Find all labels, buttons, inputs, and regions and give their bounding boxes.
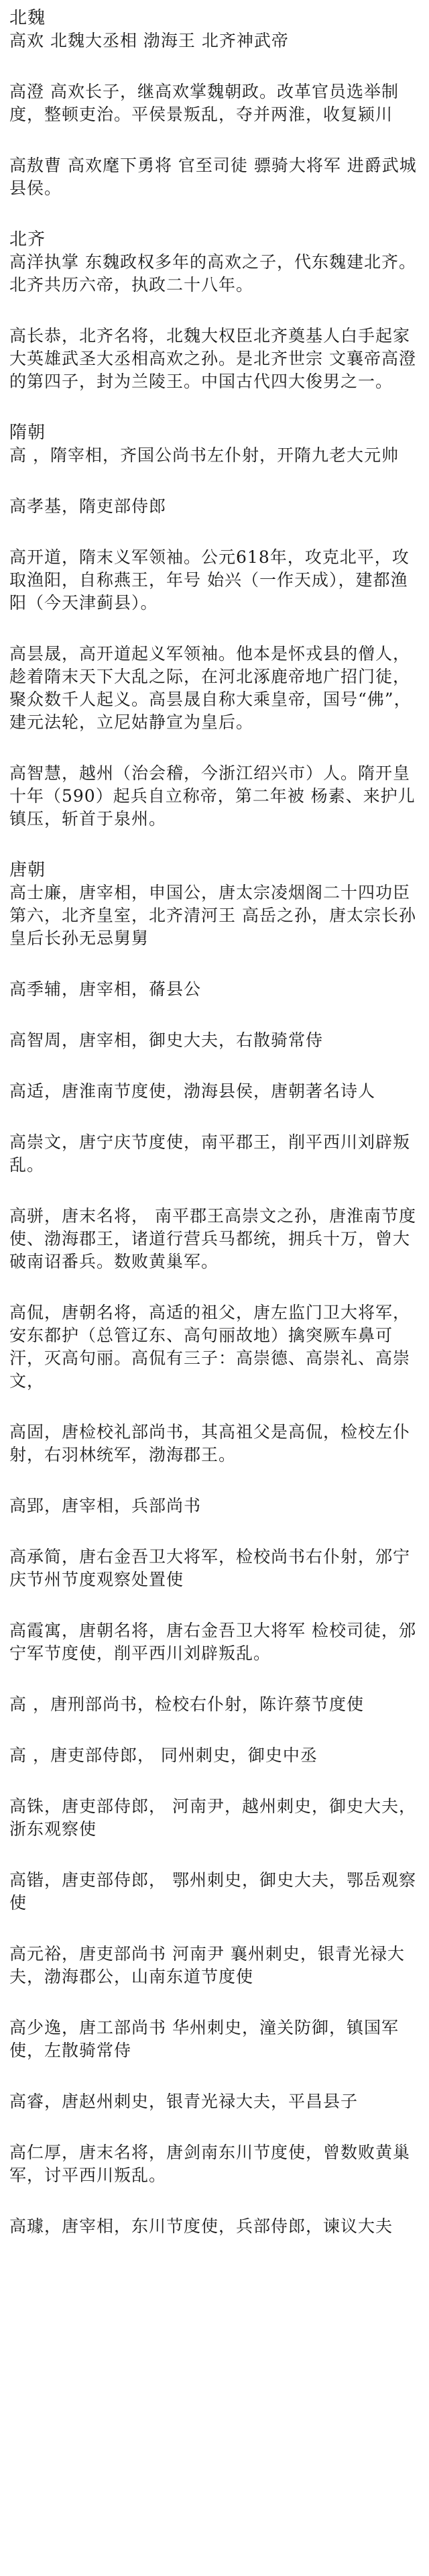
entry-gao-yuanyu: 高元裕，唐吏部尚书 河南尹 襄州刺史，银青光禄大夫，渤海郡公，山南东道节度使 (9, 1944, 405, 1986)
entry-gao-renhou: 高仁厚，唐末名将，唐剑南东川节度使，曾数败黄巢军，讨平西川叛乱。 (9, 2143, 411, 2185)
entry-gao-qu: 高璩，唐宰相，东川节度使，兵部侍郎，谏议大夫 (9, 2216, 393, 2236)
section-heading-tang: 唐朝 (9, 860, 46, 880)
entry-gao-changgong: 高长恭，北齐名将，北魏大权臣北齐奠基人白手起家大英雄武圣大丞相高欢之孙。是北齐世宗 文襄帝高澄的第四子，封为兰陵王。中国古代四大俊男之一。 (9, 326, 416, 391)
entry-gao-zhizhou: 高智周，唐宰相，御史大夫，右散骑常侍 (9, 1030, 324, 1050)
entry-gao-xingbu: 高 ，唐刑部尚书，检校右仆射，陈许蔡节度使 (9, 1695, 364, 1714)
entry-gao-yang: 高洋执掌 东魏政权多年的高欢之子，代东魏建北齐。北齐共历六帝，执政二十八年。 (9, 252, 416, 294)
section-summary-beiwei: 高欢 北魏大丞相 渤海王 北齐神武帝 (9, 31, 289, 50)
section-heading-beiwei: 北魏 (9, 8, 46, 28)
entry-gao-pian: 高骈，唐末名将， 南平郡王高崇文之孙，唐淮南节度使、渤海郡王，诸道行营兵马都统，拥兵十万，曾大破南诏番兵。数败黄巢军。 (9, 1206, 416, 1271)
entry-gao-kai: 高锴，唐吏部侍郎， 鄂州刺史，御史大夫，鄂岳观察使 (9, 1870, 416, 1913)
entry-gao-kan: 高侃，唐朝名将，高适的祖父，唐左监门卫大将军，安东都护（总管辽东、高句丽故地）擒突厥车鼻可汗，灭高句丽。高侃有三子：高崇德、高崇礼、高崇文， (9, 1303, 411, 1391)
entry-gao-zhihui: 高智慧，越州（治会稽，今浙江绍兴市）人。隋开皇十年（590）起兵自立称帝，第二年被 杨素、来护儿镇压，斩首于泉州。 (9, 763, 416, 828)
entry-gao-zhu: 高铢，唐吏部侍郎， 河南尹，越州刺史，御史大夫，浙东观察使 (9, 1796, 416, 1839)
entry-gao-jifu: 高季辅，唐宰相，蓨县公 (9, 979, 202, 999)
entry-gao-rui: 高睿，唐赵州刺史，银青光禄大夫，平昌县子 (9, 2092, 359, 2111)
entry-gao-shaoyi: 高少逸，唐工部尚书 华州刺史，潼关防御，镇国军使，左散骑常侍 (9, 2018, 399, 2060)
section-heading-sui: 隋朝 (9, 423, 46, 443)
entry-gao-aocao: 高敖曹 高欢麾下勇将 官至司徒 骠骑大将军 进爵武城县侯。 (9, 156, 417, 198)
entry-gao-ying: 高郢，唐宰相，兵部尚书 (9, 1496, 202, 1515)
entry-gao-kaidao: 高开道，隋末义军领袖。公元618年，攻克北平，攻取渔阳，自称燕王，年号 始兴（一作天成），建都渔阳（今天津蓟县）。 (9, 547, 410, 612)
entry-gao-gu: 高固，唐检校礼部尚书，其高祖父是高侃，检校左仆射，右羽林统军，渤海郡王。 (9, 1422, 411, 1464)
entry-gao-shi: 高适，唐淮南节度使，渤海县侯，唐朝著名诗人 (9, 1081, 376, 1101)
entry-gao-tansheng: 高昙晟，高开道起义军领袖。他本是怀戎县的僧人，趁着隋末天下大乱之际，在河北涿鹿帝地广招门徒，聚众数千人起义。高昙晟自称大乘皇帝，国号“佛”，建元法轮，立尼姑静宣为皇后。 (9, 644, 412, 732)
section-summary-tang: 高士廉，唐宰相，申国公，唐太宗凌烟阁二十四功臣第六，北齐皇室，北齐清河王 高岳之孙，唐太宗长孙皇后长孙无忌舅舅 (9, 883, 416, 948)
entry-gao-xiaoji: 高孝基，隋吏部侍郎 (9, 496, 167, 516)
entry-gao-xiayu: 高霞寓，唐朝名将，唐右金吾卫大将军 检校司徒，邠宁军节度使，削平西川刘辟叛乱。 (9, 1621, 416, 1663)
entry-gao-cheng: 高澄 高欢长子，继高欢掌魏朝政。改革官员选举制度，整顿吏治。平侯景叛乱，夺并两淮，收复颍川 (9, 82, 399, 124)
entry-gao-tongzhou: 高 ，唐吏部侍郎， 同州刺史，御史中丞 (9, 1746, 318, 1765)
entry-gao-chengjian: 高承简，唐右金吾卫大将军，检校尚书右仆射，邠宁庆节州节度观察处置使 (9, 1547, 411, 1589)
entry-gao-chongwen: 高崇文，唐宁庆节度使，南平郡王，削平西川刘辟叛乱。 (9, 1132, 411, 1175)
section-summary-sui: 高 ，隋宰相，齐国公尚书左仆射，开隋九老大元帅 (9, 445, 399, 465)
section-heading-beiqi: 北齐 (9, 229, 46, 250)
